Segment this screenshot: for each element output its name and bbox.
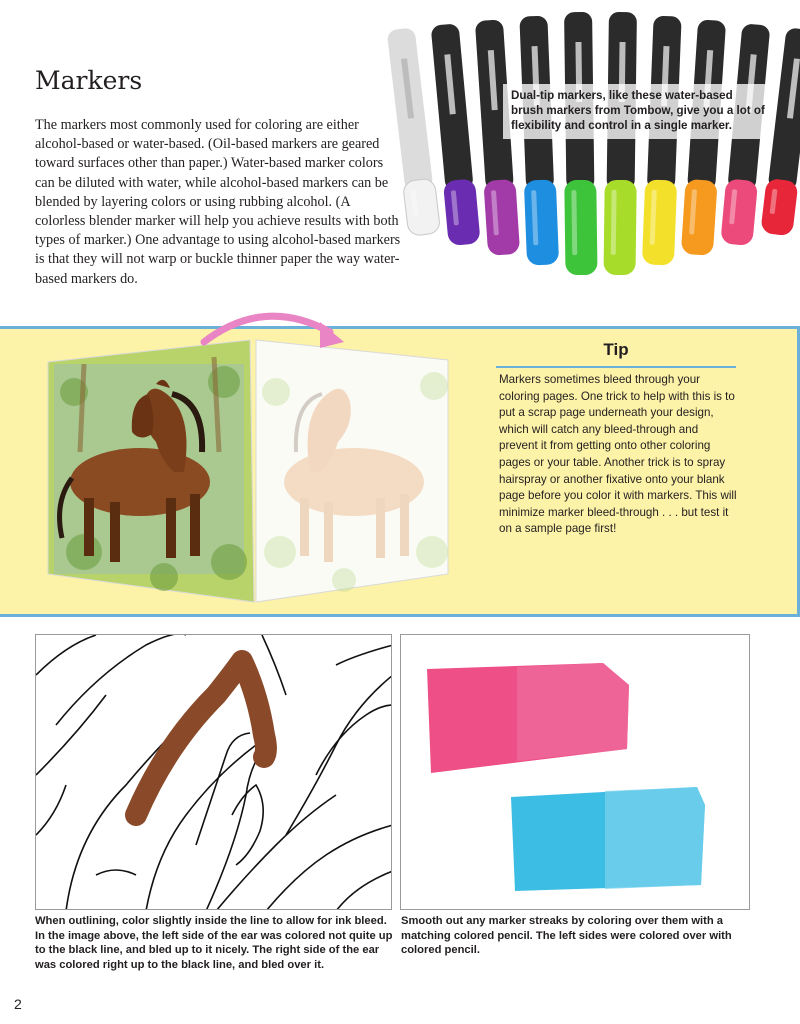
markers-photo-caption: Dual-tip markers, like these water-based brush markers from Tombow, give you a lot of flexibility and control in a single marker. [503,84,773,139]
tip-divider [496,366,736,368]
marker-pen [642,15,684,265]
ear-outline-drawing [36,635,392,910]
marker-pen [385,27,441,236]
ear-outline-figure [35,634,392,910]
swatch-figure-caption: Smooth out any marker streaks by coloring over them with a matching colored pencil. The left sides were colored over with colored pencil. [401,915,732,957]
color-swatches [401,635,750,910]
marker-pen [562,12,597,275]
page-number: 2 [14,996,22,1012]
markers-photo [376,0,800,310]
colored-horse-card [48,340,254,602]
intro-paragraph: The markers most commonly used for coloring are either alcohol-based or water-based. (Oil-based markers are geared toward surfaces other than paper.) Water-based marker colors can be diluted with water, while alcohol-based markers can be blended by layering colors or using rubbing alcohol. (A colorless blender marker will help you achieve results with both types of marker.) One advantage to using alcohol-based markers is that they will not warp or buckle thinner paper the way water-based markers do. [35,117,401,287]
tip-title: Tip [603,340,629,359]
pink-arrow [204,316,330,342]
ear-figure-caption: When outlining, color slightly inside the line to allow for ink bleed. In the image above, the left side of the ear was colored not quite up to the black line, and bled up to it nicely. The right side of the ear was colored right up to the black line, and bled over it. [35,915,393,971]
pink-swatch [427,663,629,773]
swatches-figure [400,634,750,910]
pink-arrow-head [320,322,344,348]
horse-comparison-illustration [44,302,484,612]
section-heading: Markers [35,66,143,95]
bleed-through-horse-card [256,340,448,602]
blue-swatch [511,787,705,891]
marker-pen [517,15,559,265]
tip-text: Markers sometimes bleed through your coloring pages. One trick to help with this is to put a scrap page underneath your design, which will catch any bleed-through and prevent it from getting onto other coloring pages or your table. Another trick is to spray hairspray or another fixative onto your blank page before you color it with markers. This will minimize marker bleed-through . . . but test it on a sample page first! [499,373,737,536]
marker-pen [603,12,638,275]
